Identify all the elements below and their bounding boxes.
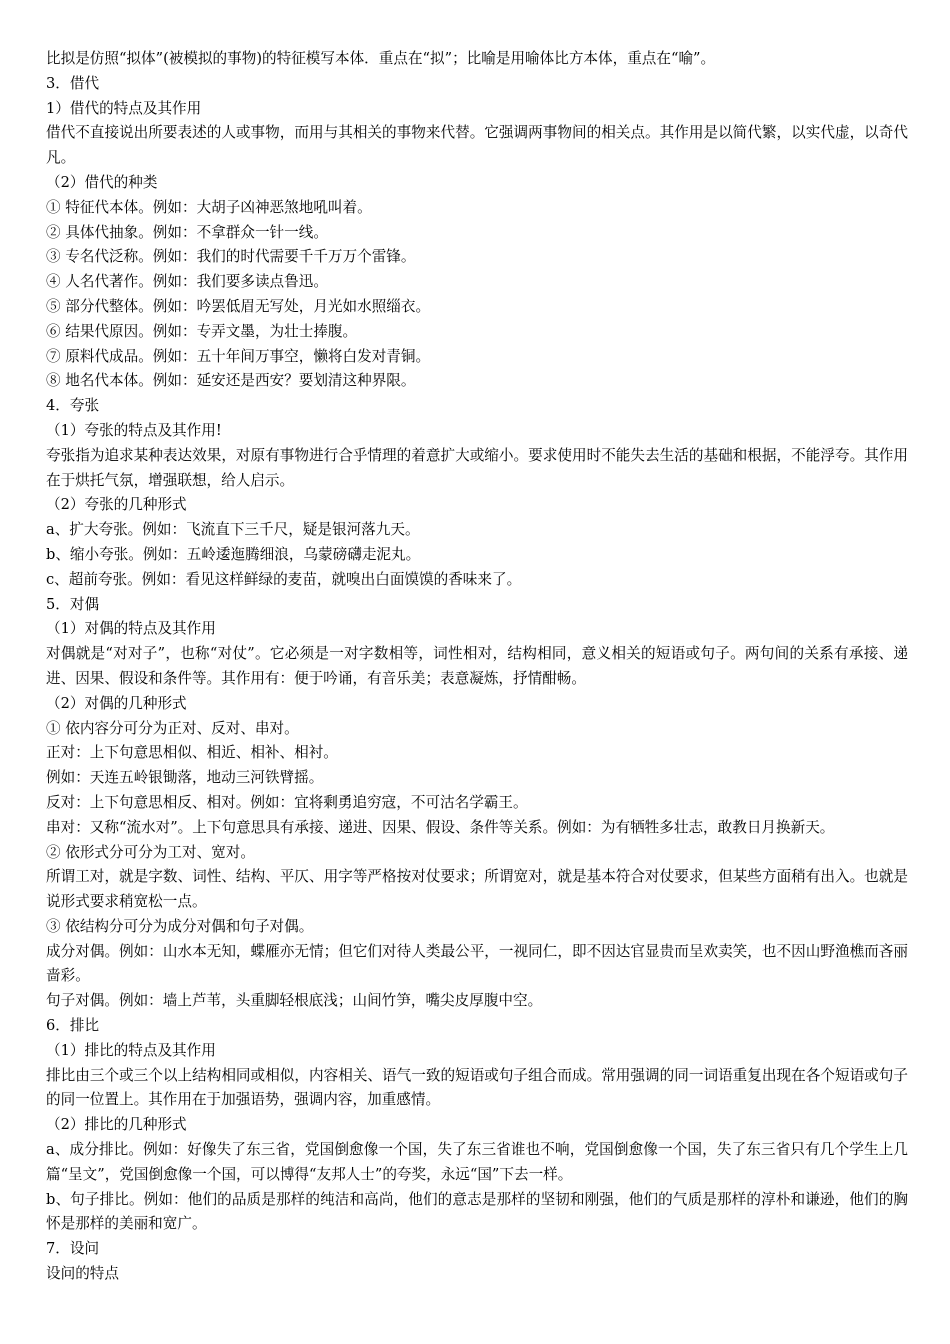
list-item: ⑦ 原料代成品。例如：五十年间万事空，懒将白发对青铜。 — [46, 347, 431, 365]
paragraph: a、成分排比。例如：好像失了东三省，党国倒愈像一个国，失了东三省谁也不响，党国倒愈像一个国，失了东三省只有几个学生上几篇“呈文”，党国倒愈像一个国，可以博得“友邦人士”的夸奖，永远“国”下去一样。 — [46, 1141, 908, 1183]
list-item: ① 依内容分可分为正对、反对、串对。 — [46, 719, 299, 737]
list-item: ③ 依结构分可分为成分对偶和句子对偶。 — [46, 917, 314, 935]
subsection-heading: （1）排比的特点及其作用 — [46, 1041, 216, 1059]
list-item: a、扩大夸张。例如：飞流直下三千尺，疑是银河落九天。 — [46, 521, 420, 539]
list-item: ⑧ 地名代本体。例如：延安还是西安？要划清这种界限。 — [46, 372, 416, 390]
paragraph: 借代不直接说出所要表述的人或事物，而用与其相关的事物来代替。它强调两事物间的相关点。其作用是以简代繁，以实代虚，以奇代凡。 — [46, 124, 908, 167]
section-heading: 4．夸张 — [46, 397, 100, 415]
subsection-heading: （2）借代的种类 — [46, 173, 158, 191]
subsection-heading: （1）对偶的特点及其作用 — [46, 620, 216, 638]
list-item: ① 特征代本体。例如：大胡子凶神恶煞地吼叫着。 — [46, 198, 372, 216]
subsection-heading: （2）夸张的几种形式 — [46, 496, 187, 514]
text-line: 正对：上下句意思相似、相近、相补、相衬。 — [46, 744, 338, 762]
list-item: ③ 专名代泛称。例如：我们的时代需要千千万万个雷锋。 — [46, 248, 416, 266]
subsection-heading: （1）夸张的特点及其作用! — [46, 421, 222, 439]
text-line: 比拟是仿照“拟体”(被模拟的事物)的特征模写本体．重点在“拟”；比喻是用喻体比方本体，重点在“喻”。 — [46, 50, 716, 67]
paragraph: 所谓工对，就是字数、词性、结构、平仄、用字等严格按对仗要求；所谓宽对，就是基本符合对仗要求，但某些方面稍有出入。也就是说形式要求稍宽松一点。 — [46, 868, 908, 911]
list-item: ④ 人名代著作。例如：我们要多读点鲁迅。 — [46, 273, 328, 291]
list-item: b、缩小夸张。例如：五岭逶迤腾细浪，乌蒙磅礴走泥丸。 — [46, 545, 421, 563]
text-line: 例如：天连五岭银锄落，地动三河铁臂摇。 — [46, 769, 324, 787]
document-page — [46, 47, 908, 1287]
list-item: ⑥ 结果代原因。例如：专弄文墨，为壮士捧腹。 — [46, 322, 358, 340]
paragraph: 成分对偶。例如：山水本无知，蝶雁亦无情；但它们对待人类最公平，一视同仁，即不因达官显贵而呈欢卖笑，也不因山野渔樵而吝丽啬彩。 — [46, 942, 908, 985]
section-heading: 7．设问 — [46, 1240, 100, 1258]
text-line: 反对：上下句意思相反、相对。例如：宜将剩勇追穷寇，不可沽名学霸王。 — [46, 793, 528, 811]
paragraph: 排比由三个或三个以上结构相同或相似，内容相关、语气一致的短语或句子组合而成。常用强调的同一词语重复出现在各个短语或句子的同一位置上。其作用在于加强语势，强调内容，加重感情。 — [46, 1066, 908, 1109]
paragraph: b、句子排比。例如：他们的品质是那样的纯洁和高尚，他们的意志是那样的坚韧和刚强，他们的气质是那样的淳朴和谦逊，他们的胸怀是那样的美丽和宽广。 — [46, 1190, 908, 1233]
list-item: ② 具体代抽象。例如：不拿群众一针一线。 — [46, 223, 328, 241]
paragraph: 对偶就是“对对子”，也称“对仗”。它必须是一对字数相等，词性相对，结构相同，意义相关的短语或句子。两句间的关系有承接、递进、因果、假设和条件等。其作用有：便于吟诵，有音乐美；表意凝炼，抒情酣畅。 — [46, 645, 908, 687]
subsection-heading: （2）排比的几种形式 — [46, 1116, 187, 1134]
list-item: ⑤ 部分代整体。例如：吟罢低眉无写处，月光如水照缁衣。 — [46, 297, 431, 315]
text-line: 串对：又称“流水对”。上下句意思具有承接、递进、因果、假设、条件等关系。例如：为有牺牲多壮志，敢教日月换新天。 — [46, 818, 835, 836]
section-heading: 3．借代 — [46, 74, 100, 92]
text-line: 句子对偶。例如：墙上芦苇，头重脚轻根底浅；山间竹笋，嘴尖皮厚腹中空。 — [46, 992, 543, 1010]
text-line: 设问的特点 — [46, 1265, 119, 1283]
subsection-heading: （2）对偶的几种形式 — [46, 694, 187, 712]
list-item: ② 依形式分可分为工对、宽对。 — [46, 843, 255, 861]
subsection-heading: 1）借代的特点及其作用 — [46, 99, 202, 117]
section-heading: 6．排比 — [46, 1017, 100, 1035]
paragraph: 夸张指为追求某种表达效果，对原有事物进行合乎情理的着意扩大或缩小。要求使用时不能失去生活的基础和根据，不能浮夸。其作用在于烘托气氛，增强联想，给人启示。 — [46, 446, 908, 489]
list-item: c、超前夸张。例如：看见这样鲜绿的麦苗，就嗅出白面馍馍的香味来了。 — [46, 570, 522, 588]
section-heading: 5．对偶 — [46, 595, 100, 613]
